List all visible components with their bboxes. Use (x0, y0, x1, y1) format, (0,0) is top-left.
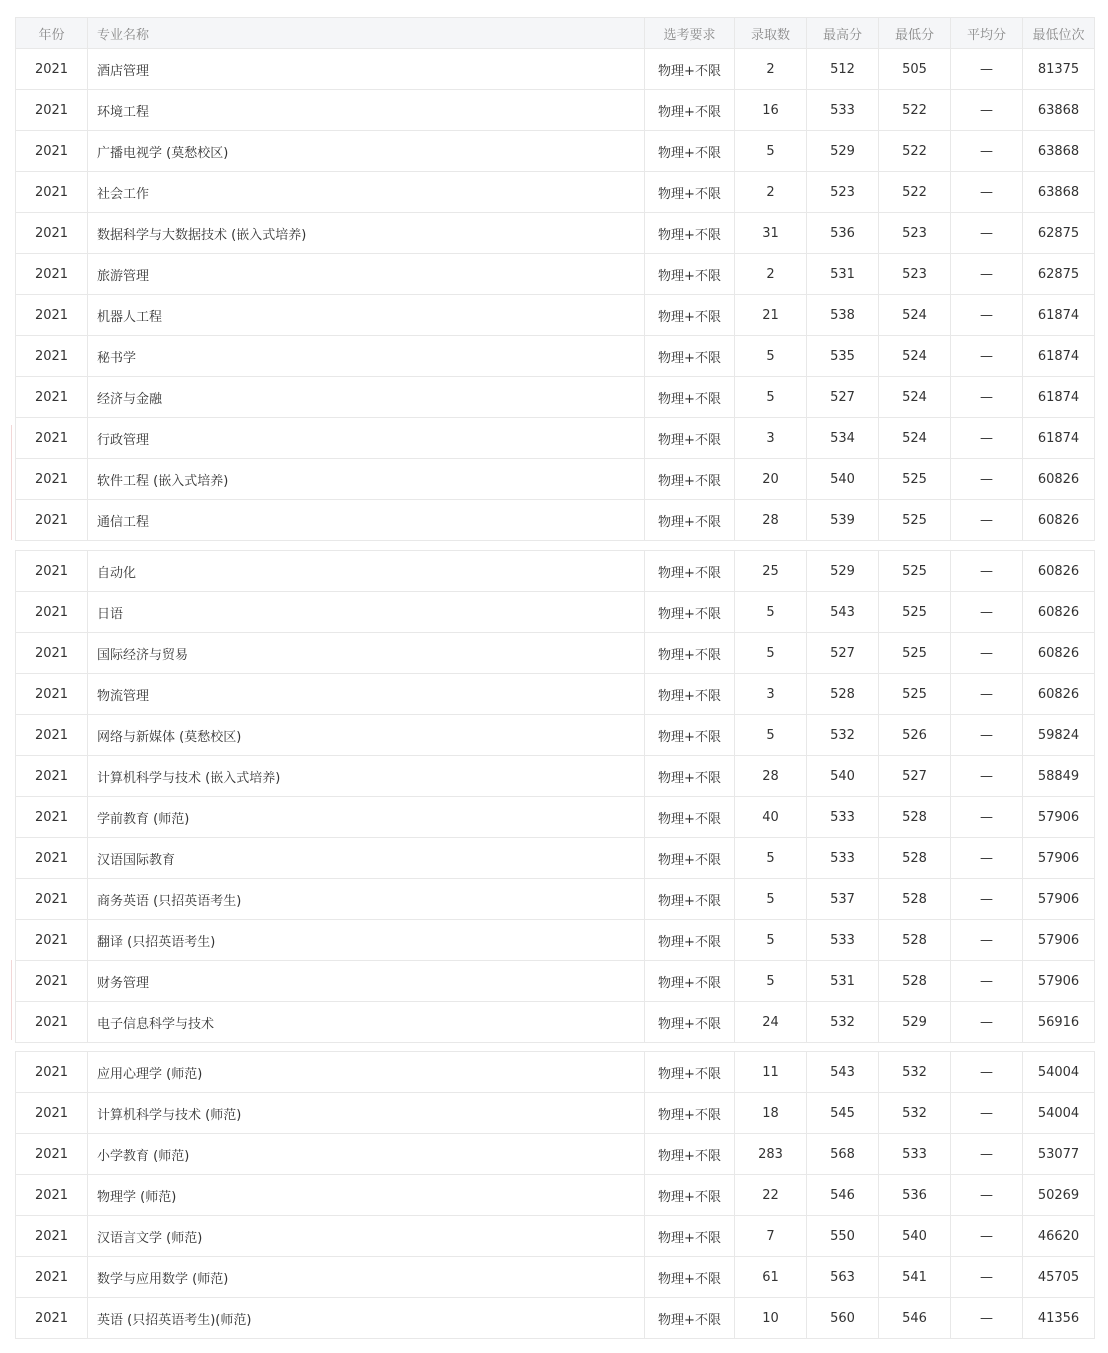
cell-admitted-count: 11 (735, 1052, 807, 1093)
cell-major-name: 自动化 (88, 551, 645, 592)
cell-lowest-score: 524 (879, 377, 951, 418)
cell-subject-requirement: 物理+不限 (645, 756, 735, 797)
cell-lowest-score: 523 (879, 254, 951, 295)
cell-highest-score: 532 (807, 1002, 879, 1043)
cell-subject-requirement: 物理+不限 (645, 1093, 735, 1134)
cell-lowest-rank: 60826 (1023, 459, 1095, 500)
cell-lowest-rank: 62875 (1023, 254, 1095, 295)
cell-lowest-rank: 46620 (1023, 1216, 1095, 1257)
cell-admitted-count: 283 (735, 1134, 807, 1175)
cell-average-score: — (951, 961, 1023, 1002)
cell-average-score: — (951, 797, 1023, 838)
cell-admitted-count: 5 (735, 377, 807, 418)
cell-admitted-count: 3 (735, 674, 807, 715)
cell-admitted-count: 31 (735, 213, 807, 254)
table-row (16, 418, 1095, 459)
cell-average-score: — (951, 295, 1023, 336)
cell-major-name: 旅游管理 (88, 254, 645, 295)
cell-lowest-rank: 57906 (1023, 838, 1095, 879)
cell-average-score: — (951, 254, 1023, 295)
cell-subject-requirement: 物理+不限 (645, 715, 735, 756)
cell-lowest-score: 524 (879, 336, 951, 377)
cell-highest-score: 540 (807, 459, 879, 500)
table-row (16, 961, 1095, 1002)
cell-highest-score: 536 (807, 213, 879, 254)
cell-subject-requirement: 物理+不限 (645, 172, 735, 213)
cell-admitted-count: 5 (735, 961, 807, 1002)
cell-lowest-rank: 54004 (1023, 1052, 1095, 1093)
cell-major-name: 日语 (88, 592, 645, 633)
cell-lowest-rank: 41356 (1023, 1298, 1095, 1339)
cell-lowest-rank: 56916 (1023, 1002, 1095, 1043)
cell-highest-score: 546 (807, 1175, 879, 1216)
cell-highest-score: 538 (807, 295, 879, 336)
cell-lowest-rank: 60826 (1023, 592, 1095, 633)
cell-admitted-count: 2 (735, 49, 807, 90)
cell-lowest-score: 522 (879, 90, 951, 131)
cell-highest-score: 550 (807, 1216, 879, 1257)
cell-year: 2021 (16, 592, 88, 633)
cell-subject-requirement: 物理+不限 (645, 213, 735, 254)
cell-major-name: 电子信息科学与技术 (88, 1002, 645, 1043)
cell-subject-requirement: 物理+不限 (645, 1257, 735, 1298)
cell-subject-requirement: 物理+不限 (645, 1052, 735, 1093)
cell-average-score: — (951, 633, 1023, 674)
cell-subject-requirement: 物理+不限 (645, 1134, 735, 1175)
cell-year: 2021 (16, 1175, 88, 1216)
cell-average-score: — (951, 500, 1023, 541)
cell-average-score: — (951, 551, 1023, 592)
cell-year: 2021 (16, 377, 88, 418)
cell-lowest-score: 525 (879, 459, 951, 500)
cell-highest-score: 527 (807, 377, 879, 418)
cell-major-name: 翻译 (只招英语考生) (88, 920, 645, 961)
table-row (16, 592, 1095, 633)
cell-admitted-count: 24 (735, 1002, 807, 1043)
cell-lowest-score: 524 (879, 418, 951, 459)
cell-lowest-score: 525 (879, 674, 951, 715)
cell-lowest-rank: 60826 (1023, 500, 1095, 541)
cell-average-score: — (951, 131, 1023, 172)
cell-lowest-rank: 81375 (1023, 49, 1095, 90)
cell-average-score: — (951, 418, 1023, 459)
cell-average-score: — (951, 1002, 1023, 1043)
table-row (16, 1175, 1095, 1216)
cell-highest-score: 568 (807, 1134, 879, 1175)
cell-lowest-rank: 63868 (1023, 131, 1095, 172)
cell-highest-score: 563 (807, 1257, 879, 1298)
cell-lowest-score: 523 (879, 213, 951, 254)
cell-lowest-score: 525 (879, 633, 951, 674)
cell-year: 2021 (16, 674, 88, 715)
cell-highest-score: 545 (807, 1093, 879, 1134)
table-row (16, 49, 1095, 90)
cell-lowest-score: 528 (879, 879, 951, 920)
header-subject-requirement: 选考要求 (645, 18, 735, 49)
cell-lowest-rank: 54004 (1023, 1093, 1095, 1134)
cell-highest-score: 529 (807, 131, 879, 172)
cell-lowest-rank: 62875 (1023, 213, 1095, 254)
cell-year: 2021 (16, 551, 88, 592)
table-row (16, 90, 1095, 131)
cell-highest-score: 512 (807, 49, 879, 90)
header-admitted-count: 录取数 (735, 18, 807, 49)
cell-year: 2021 (16, 1298, 88, 1339)
cell-lowest-rank: 57906 (1023, 879, 1095, 920)
cell-major-name: 汉语国际教育 (88, 838, 645, 879)
table-row (16, 879, 1095, 920)
admission-table-segment-2 (15, 550, 1095, 1043)
cell-subject-requirement: 物理+不限 (645, 592, 735, 633)
table-row (16, 459, 1095, 500)
cell-lowest-rank: 57906 (1023, 797, 1095, 838)
cell-year: 2021 (16, 336, 88, 377)
cell-highest-score: 533 (807, 797, 879, 838)
cell-lowest-score: 525 (879, 551, 951, 592)
cell-lowest-score: 525 (879, 592, 951, 633)
cell-average-score: — (951, 1298, 1023, 1339)
cell-average-score: — (951, 336, 1023, 377)
cell-subject-requirement: 物理+不限 (645, 254, 735, 295)
cell-admitted-count: 5 (735, 920, 807, 961)
cell-lowest-rank: 60826 (1023, 674, 1095, 715)
table-row (16, 1298, 1095, 1339)
cell-average-score: — (951, 1052, 1023, 1093)
cell-lowest-rank: 58849 (1023, 756, 1095, 797)
cell-average-score: — (951, 90, 1023, 131)
cell-subject-requirement: 物理+不限 (645, 90, 735, 131)
cell-major-name: 计算机科学与技术 (师范) (88, 1093, 645, 1134)
cell-major-name: 国际经济与贸易 (88, 633, 645, 674)
cell-average-score: — (951, 838, 1023, 879)
cell-lowest-score: 528 (879, 838, 951, 879)
cell-admitted-count: 7 (735, 1216, 807, 1257)
cell-lowest-rank: 60826 (1023, 633, 1095, 674)
cell-year: 2021 (16, 920, 88, 961)
cell-major-name: 计算机科学与技术 (嵌入式培养) (88, 756, 645, 797)
cell-admitted-count: 21 (735, 295, 807, 336)
cell-lowest-rank: 61874 (1023, 377, 1095, 418)
cell-subject-requirement: 物理+不限 (645, 797, 735, 838)
header-major-name: 专业名称 (88, 18, 645, 49)
cell-lowest-rank: 59824 (1023, 715, 1095, 756)
table-row (16, 551, 1095, 592)
cell-admitted-count: 5 (735, 838, 807, 879)
table-row (16, 1052, 1095, 1093)
cell-subject-requirement: 物理+不限 (645, 295, 735, 336)
cell-major-name: 环境工程 (88, 90, 645, 131)
cell-year: 2021 (16, 1134, 88, 1175)
cell-year: 2021 (16, 254, 88, 295)
cell-lowest-score: 546 (879, 1298, 951, 1339)
cell-major-name: 学前教育 (师范) (88, 797, 645, 838)
table-row (16, 920, 1095, 961)
cell-highest-score: 533 (807, 920, 879, 961)
cell-admitted-count: 5 (735, 592, 807, 633)
cell-admitted-count: 61 (735, 1257, 807, 1298)
cell-subject-requirement: 物理+不限 (645, 633, 735, 674)
cell-highest-score: 529 (807, 551, 879, 592)
cell-year: 2021 (16, 295, 88, 336)
cell-subject-requirement: 物理+不限 (645, 1216, 735, 1257)
cell-highest-score: 534 (807, 418, 879, 459)
cell-year: 2021 (16, 1257, 88, 1298)
cell-year: 2021 (16, 1002, 88, 1043)
cell-year: 2021 (16, 213, 88, 254)
cell-admitted-count: 16 (735, 90, 807, 131)
cell-subject-requirement: 物理+不限 (645, 377, 735, 418)
cell-major-name: 秘书学 (88, 336, 645, 377)
cell-lowest-score: 541 (879, 1257, 951, 1298)
cell-highest-score: 535 (807, 336, 879, 377)
cell-year: 2021 (16, 838, 88, 879)
cell-lowest-score: 505 (879, 49, 951, 90)
cell-year: 2021 (16, 172, 88, 213)
cell-lowest-rank: 53077 (1023, 1134, 1095, 1175)
cell-average-score: — (951, 377, 1023, 418)
table-row (16, 1257, 1095, 1298)
admission-table-segment-3 (15, 1051, 1095, 1339)
cell-average-score: — (951, 1216, 1023, 1257)
cell-major-name: 软件工程 (嵌入式培养) (88, 459, 645, 500)
cell-major-name: 经济与金融 (88, 377, 645, 418)
cell-admitted-count: 28 (735, 756, 807, 797)
cell-admitted-count: 5 (735, 879, 807, 920)
cell-lowest-score: 533 (879, 1134, 951, 1175)
cell-average-score: — (951, 879, 1023, 920)
cell-average-score: — (951, 674, 1023, 715)
cell-major-name: 小学教育 (师范) (88, 1134, 645, 1175)
admission-table-segment-1 (15, 17, 1095, 541)
cell-admitted-count: 18 (735, 1093, 807, 1134)
header-lowest-score: 最低分 (879, 18, 951, 49)
cell-year: 2021 (16, 961, 88, 1002)
table-row (16, 674, 1095, 715)
cell-major-name: 汉语言文学 (师范) (88, 1216, 645, 1257)
cell-highest-score: 523 (807, 172, 879, 213)
cell-lowest-rank: 63868 (1023, 90, 1095, 131)
cell-major-name: 数学与应用数学 (师范) (88, 1257, 645, 1298)
table-header-row (16, 18, 1095, 49)
cell-major-name: 英语 (只招英语考生)(师范) (88, 1298, 645, 1339)
cell-admitted-count: 5 (735, 336, 807, 377)
cell-highest-score: 539 (807, 500, 879, 541)
cell-year: 2021 (16, 756, 88, 797)
cell-subject-requirement: 物理+不限 (645, 920, 735, 961)
cell-subject-requirement: 物理+不限 (645, 131, 735, 172)
table-row (16, 633, 1095, 674)
cell-subject-requirement: 物理+不限 (645, 879, 735, 920)
cell-subject-requirement: 物理+不限 (645, 1298, 735, 1339)
cell-subject-requirement: 物理+不限 (645, 336, 735, 377)
cell-average-score: — (951, 49, 1023, 90)
table-row (16, 254, 1095, 295)
cell-lowest-score: 532 (879, 1052, 951, 1093)
cell-highest-score: 532 (807, 715, 879, 756)
table-row (16, 131, 1095, 172)
cell-average-score: — (951, 920, 1023, 961)
table-row (16, 1134, 1095, 1175)
cell-subject-requirement: 物理+不限 (645, 418, 735, 459)
cell-lowest-rank: 61874 (1023, 418, 1095, 459)
cell-year: 2021 (16, 90, 88, 131)
cell-lowest-rank: 61874 (1023, 336, 1095, 377)
table-row (16, 336, 1095, 377)
cell-lowest-rank: 57906 (1023, 961, 1095, 1002)
cell-major-name: 数据科学与大数据技术 (嵌入式培养) (88, 213, 645, 254)
cell-highest-score: 533 (807, 838, 879, 879)
cell-highest-score: 540 (807, 756, 879, 797)
cell-highest-score: 560 (807, 1298, 879, 1339)
cell-subject-requirement: 物理+不限 (645, 961, 735, 1002)
cell-highest-score: 531 (807, 254, 879, 295)
cell-major-name: 商务英语 (只招英语考生) (88, 879, 645, 920)
table-row (16, 756, 1095, 797)
cell-admitted-count: 20 (735, 459, 807, 500)
cell-highest-score: 533 (807, 90, 879, 131)
table-row (16, 715, 1095, 756)
cell-major-name: 物流管理 (88, 674, 645, 715)
cell-average-score: — (951, 213, 1023, 254)
cell-admitted-count: 5 (735, 633, 807, 674)
cell-lowest-score: 525 (879, 500, 951, 541)
cell-subject-requirement: 物理+不限 (645, 674, 735, 715)
table-row (16, 797, 1095, 838)
cell-highest-score: 531 (807, 961, 879, 1002)
cell-major-name: 酒店管理 (88, 49, 645, 90)
cell-average-score: — (951, 756, 1023, 797)
cell-major-name: 社会工作 (88, 172, 645, 213)
cell-year: 2021 (16, 715, 88, 756)
cell-lowest-score: 528 (879, 961, 951, 1002)
cell-subject-requirement: 物理+不限 (645, 1002, 735, 1043)
cell-major-name: 财务管理 (88, 961, 645, 1002)
cell-lowest-rank: 61874 (1023, 295, 1095, 336)
cell-admitted-count: 10 (735, 1298, 807, 1339)
cell-lowest-rank: 63868 (1023, 172, 1095, 213)
table-row (16, 295, 1095, 336)
cell-admitted-count: 25 (735, 551, 807, 592)
cell-admitted-count: 2 (735, 172, 807, 213)
header-average-score: 平均分 (951, 18, 1023, 49)
table-row (16, 500, 1095, 541)
cell-highest-score: 527 (807, 633, 879, 674)
cell-subject-requirement: 物理+不限 (645, 551, 735, 592)
cell-year: 2021 (16, 418, 88, 459)
cell-year: 2021 (16, 1052, 88, 1093)
cell-admitted-count: 5 (735, 131, 807, 172)
cell-lowest-score: 527 (879, 756, 951, 797)
cell-average-score: — (951, 459, 1023, 500)
cell-admitted-count: 22 (735, 1175, 807, 1216)
header-highest-score: 最高分 (807, 18, 879, 49)
cell-lowest-score: 529 (879, 1002, 951, 1043)
cell-admitted-count: 5 (735, 715, 807, 756)
cell-admitted-count: 3 (735, 418, 807, 459)
table-row (16, 1216, 1095, 1257)
cell-major-name: 网络与新媒体 (莫愁校区) (88, 715, 645, 756)
cell-major-name: 机器人工程 (88, 295, 645, 336)
cell-lowest-score: 540 (879, 1216, 951, 1257)
cell-highest-score: 528 (807, 674, 879, 715)
table-row (16, 172, 1095, 213)
cell-lowest-score: 526 (879, 715, 951, 756)
cell-year: 2021 (16, 49, 88, 90)
cell-average-score: — (951, 172, 1023, 213)
cell-lowest-score: 524 (879, 295, 951, 336)
cell-major-name: 行政管理 (88, 418, 645, 459)
table-row (16, 377, 1095, 418)
cell-lowest-score: 536 (879, 1175, 951, 1216)
cell-average-score: — (951, 715, 1023, 756)
header-lowest-rank: 最低位次 (1023, 18, 1095, 49)
cell-average-score: — (951, 1134, 1023, 1175)
cell-year: 2021 (16, 879, 88, 920)
cell-subject-requirement: 物理+不限 (645, 1175, 735, 1216)
cell-major-name: 物理学 (师范) (88, 1175, 645, 1216)
cell-major-name: 广播电视学 (莫愁校区) (88, 131, 645, 172)
cell-lowest-rank: 57906 (1023, 920, 1095, 961)
cell-major-name: 应用心理学 (师范) (88, 1052, 645, 1093)
cell-subject-requirement: 物理+不限 (645, 459, 735, 500)
cell-lowest-score: 532 (879, 1093, 951, 1134)
cell-lowest-rank: 60826 (1023, 551, 1095, 592)
cell-admitted-count: 28 (735, 500, 807, 541)
cell-subject-requirement: 物理+不限 (645, 49, 735, 90)
left-edge-mark (11, 960, 12, 1040)
cell-highest-score: 537 (807, 879, 879, 920)
cell-average-score: — (951, 1257, 1023, 1298)
table-row (16, 1093, 1095, 1134)
left-edge-mark (11, 425, 12, 540)
cell-highest-score: 543 (807, 592, 879, 633)
cell-lowest-score: 522 (879, 172, 951, 213)
cell-lowest-rank: 50269 (1023, 1175, 1095, 1216)
cell-year: 2021 (16, 797, 88, 838)
table-row (16, 838, 1095, 879)
cell-year: 2021 (16, 633, 88, 674)
cell-subject-requirement: 物理+不限 (645, 500, 735, 541)
cell-lowest-score: 528 (879, 920, 951, 961)
cell-admitted-count: 2 (735, 254, 807, 295)
header-year: 年份 (16, 18, 88, 49)
table-row (16, 1002, 1095, 1043)
cell-admitted-count: 40 (735, 797, 807, 838)
table-row (16, 213, 1095, 254)
cell-highest-score: 543 (807, 1052, 879, 1093)
cell-year: 2021 (16, 1216, 88, 1257)
cell-lowest-score: 522 (879, 131, 951, 172)
cell-major-name: 通信工程 (88, 500, 645, 541)
cell-year: 2021 (16, 459, 88, 500)
cell-average-score: — (951, 1175, 1023, 1216)
cell-subject-requirement: 物理+不限 (645, 838, 735, 879)
cell-year: 2021 (16, 1093, 88, 1134)
cell-average-score: — (951, 1093, 1023, 1134)
cell-year: 2021 (16, 131, 88, 172)
cell-year: 2021 (16, 500, 88, 541)
cell-average-score: — (951, 592, 1023, 633)
cell-lowest-score: 528 (879, 797, 951, 838)
cell-lowest-rank: 45705 (1023, 1257, 1095, 1298)
